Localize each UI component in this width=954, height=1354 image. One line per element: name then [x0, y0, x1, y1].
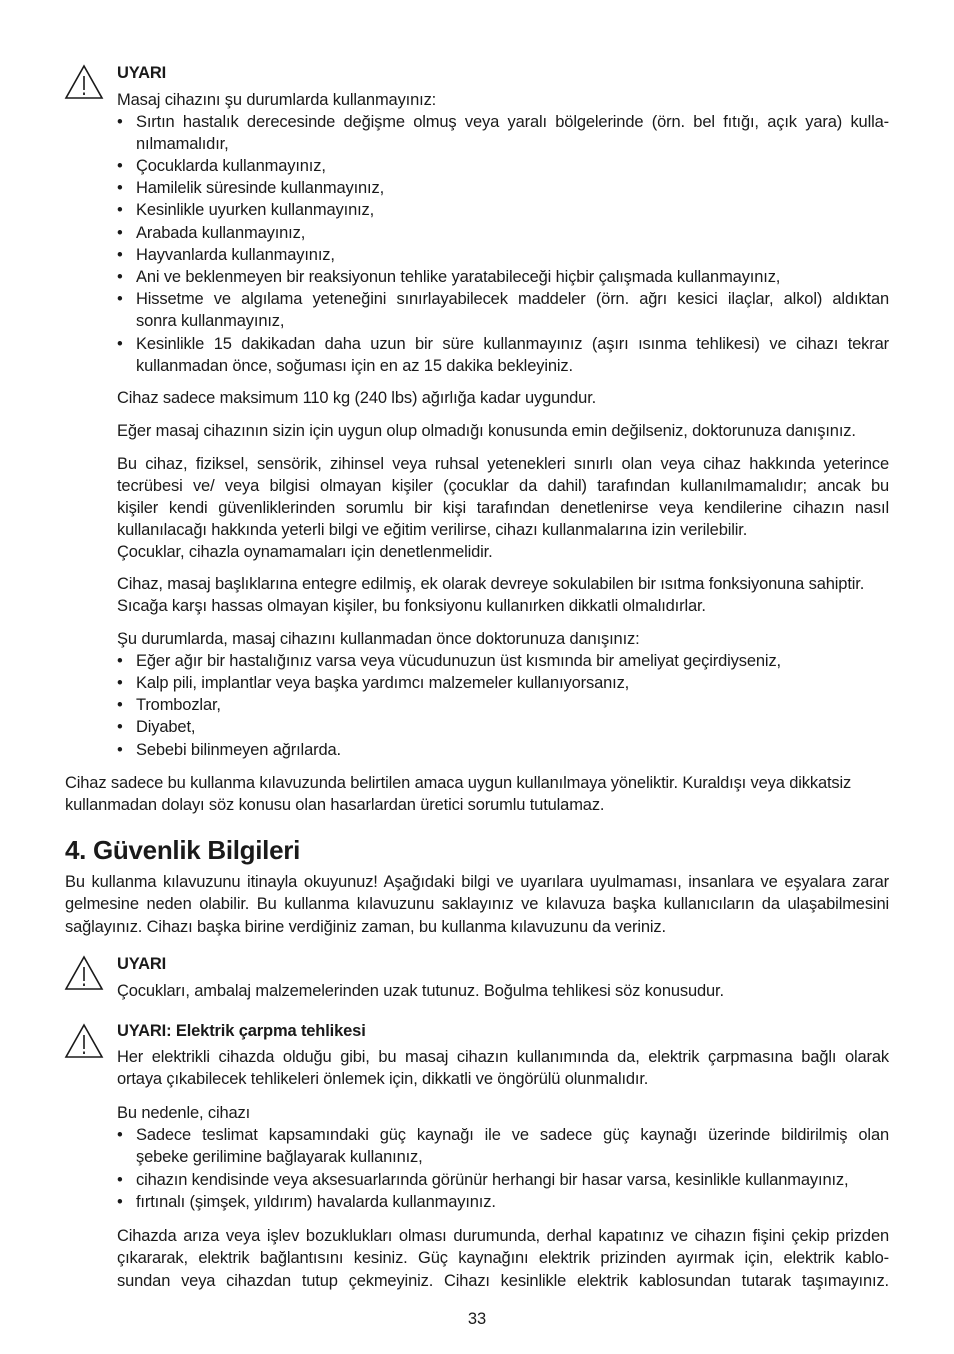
- warning-triangle-icon: [64, 64, 104, 100]
- section-heading: 4. Güvenlik Bilgileri: [65, 835, 301, 865]
- list-item: Kesinlikle 15 dakikadan daha uzun bir süre kullanmayınız (aşırı ısınma tehlikesi) ve cihazı tekrar: [136, 335, 889, 353]
- paragraph-line: Cihazda arıza veya işlev bozuklukları olması durumunda, derhal kapatınız ve cihazın fişini çekip prizden: [117, 1227, 889, 1245]
- paragraph-line: sağlayınız. Cihazı başka birine verdiğiniz zaman, bu kullanma kılavuzunu da veriniz.: [65, 918, 666, 936]
- list-item: fırtınalı (şimşek, yıldırım) havalarda kullanmayınız.: [136, 1193, 496, 1211]
- paragraph-line: Çocuklar, cihazla oynamamaları için denetlenmelidir.: [117, 543, 493, 561]
- warning-text: Çocukları, ambalaj malzemelerinden uzak tutunuz. Boğulma tehlikesi söz konusudur.: [117, 982, 724, 1000]
- list-item: Çocuklarda kullanmayınız,: [136, 157, 326, 175]
- list-item: Sırtın hastalık derecesinde değişme olmuş veya yaralı bölgelerinde (örn. bel fıtığı, açık yara) kulla-: [136, 113, 889, 131]
- paragraph-line: kullanılacağı hakkında yeterli bilgi ve eğitim verilirse, cihazı kullanmalarına izin verilebilir.: [117, 521, 748, 539]
- warning-intro: Masaj cihazını şu durumlarda kullanmayınız:: [117, 91, 437, 109]
- list-item: Diyabet,: [136, 718, 196, 736]
- paragraph-line: ortaya çıkabilecek tehlikeleri önlemek için, dikkatli ve öngörülü olunmalıdır.: [117, 1070, 649, 1088]
- paragraph-line: sundan veya cihazdan tutup çekmeyiniz. Cihazı kesinlikle elektrik kablosundan tutarak taşımayınız.: [117, 1272, 889, 1290]
- bullet: •: [117, 674, 123, 692]
- paragraph-line: Bu cihaz, fiziksel, sensörik, zihinsel veya ruhsal yetenekleri sınırlı olan veya cihaz hakkında yeterince: [117, 455, 889, 473]
- paragraph-line: Sıcağa karşı hassas olmayan kişiler, bu fonksiyonu kullanırken dikkatli olmalıdırlar.: [117, 597, 706, 615]
- paragraph-line: Her elektrikli cihazda olduğu gibi, bu masaj cihazın kullanımında da, elektrik çarpmasına bağlı olarak: [117, 1048, 889, 1066]
- paragraph-line: tecrübesi ve/ veya bilgisi olmayan kişiler (çocuklar da dahil) tarafından kullanılmamalıdır; ancak bu: [117, 477, 889, 495]
- bullet: •: [117, 335, 123, 353]
- electric-intro: Bu nedenle, cihazı: [117, 1104, 251, 1122]
- list-item-cont: nılmamalıdır,: [136, 135, 229, 153]
- list-item: Sadece teslimat kapsamındaki güç kaynağı ile ve sadece güç kaynağı üzerinde bildirilmiş olan: [136, 1126, 889, 1144]
- list-item: Trombozlar,: [136, 696, 221, 714]
- bullet: •: [117, 157, 123, 175]
- warning-title: UYARI: [117, 955, 167, 973]
- weight-note: Cihaz sadece maksimum 110 kg (240 lbs) ağırlığa kadar uygundur.: [117, 389, 597, 407]
- warning-triangle-icon: [64, 955, 104, 991]
- list-item: Ani ve beklenmeyen bir reaksiyonun tehlike yaratabileceği hiçbir çalışmada kullanmayınız,: [136, 268, 781, 286]
- page-number: 33: [467, 1310, 487, 1328]
- list-item-cont: kullanmadan önce, soğuması için en az 15 dakika bekleyiniz.: [136, 357, 573, 375]
- doctor-note: Eğer masaj cihazının sizin için uygun olup olmadığı konusunda emin değilseniz, doktorunuza danışınız.: [117, 422, 856, 440]
- paragraph-line: gelmesine neden olabilir. Bu kullanma kılavuzunu saklayınız ve kılavuza başka kullanıcıların da ulaşabilmesini: [65, 895, 889, 913]
- paragraph-line: çıkararak, elektrik bağlantısını kesiniz. Güç kaynağını elektrik prizinden ayırmak için, elektrik kablo-: [117, 1249, 889, 1267]
- bullet: •: [117, 268, 123, 286]
- consult-intro: Şu durumlarda, masaj cihazını kullanmadan önce doktorunuza danışınız:: [117, 630, 640, 648]
- list-item: Hayvanlarda kullanmayınız,: [136, 246, 335, 264]
- bullet: •: [117, 696, 123, 714]
- list-item: Kesinlikle uyurken kullanmayınız,: [136, 201, 375, 219]
- bullet: •: [117, 113, 123, 131]
- bullet: •: [117, 1193, 123, 1211]
- list-item: cihazın kendisinde veya aksesuarlarında görünür herhangi bir hasar varsa, kesinlikle kullanmayınız,: [136, 1171, 849, 1189]
- list-item: Arabada kullanmayınız,: [136, 224, 306, 242]
- list-item: Eğer ağır bir hastalığınız varsa veya vücudunuzun üst kısmında bir ameliyat geçirdiyseniz,: [136, 652, 781, 670]
- warning-title: UYARI: Elektrik çarpma tehlikesi: [117, 1022, 366, 1040]
- bullet: •: [117, 1126, 123, 1144]
- paragraph-line: Cihaz sadece bu kullanma kılavuzunda belirtilen amaca uygun kullanılmaya yöneliktir. Kuraldışı veya dikkatsiz: [65, 774, 852, 792]
- bullet: •: [117, 201, 123, 219]
- bullet: •: [117, 246, 123, 264]
- paragraph-line: kullanmadan dolayı söz konusu olan hasarlardan üretici sorumlu tutulamaz.: [65, 796, 605, 814]
- list-item: Hissetme ve algılama yeteneğini sınırlayabilecek maddeler (örn. ağrı kesici ilaçlar, alkol) aldıktan: [136, 290, 889, 308]
- warning-title: UYARI: [117, 64, 167, 82]
- bullet: •: [117, 224, 123, 242]
- bullet: •: [117, 741, 123, 759]
- bullet: •: [117, 1171, 123, 1189]
- paragraph-line: kişiler kendi güvenliklerinden sorumlu bir kişi tarafından denetlenirse veya kendilerine cihazın nasıl: [117, 499, 889, 517]
- list-item: Kalp pili, implantlar veya başka yardımcı malzemeler kullanıyorsanız,: [136, 674, 630, 692]
- list-item: Sebebi bilinmeyen ağrılarda.: [136, 741, 341, 759]
- bullet: •: [117, 718, 123, 736]
- paragraph-line: Bu kullanma kılavuzunu itinayla okuyunuz! Aşağıdaki bilgi ve uyarılara uyulmaması, insanlara ve eşyalara zarar: [65, 873, 889, 891]
- bullet: •: [117, 652, 123, 670]
- list-item-cont: şebeke gerilimine bağlayarak kullanınız,: [136, 1148, 423, 1166]
- bullet: •: [117, 179, 123, 197]
- warning-triangle-icon: [64, 1023, 104, 1059]
- paragraph-line: Cihaz, masaj başlıklarına entegre edilmiş, ek olarak devreye sokulabilen bir ısıtma fonksiyonuna sahiptir.: [117, 575, 865, 593]
- bullet: •: [117, 290, 123, 308]
- list-item: Hamilelik süresinde kullanmayınız,: [136, 179, 384, 197]
- list-item-cont: sonra kullanmayınız,: [136, 312, 285, 330]
